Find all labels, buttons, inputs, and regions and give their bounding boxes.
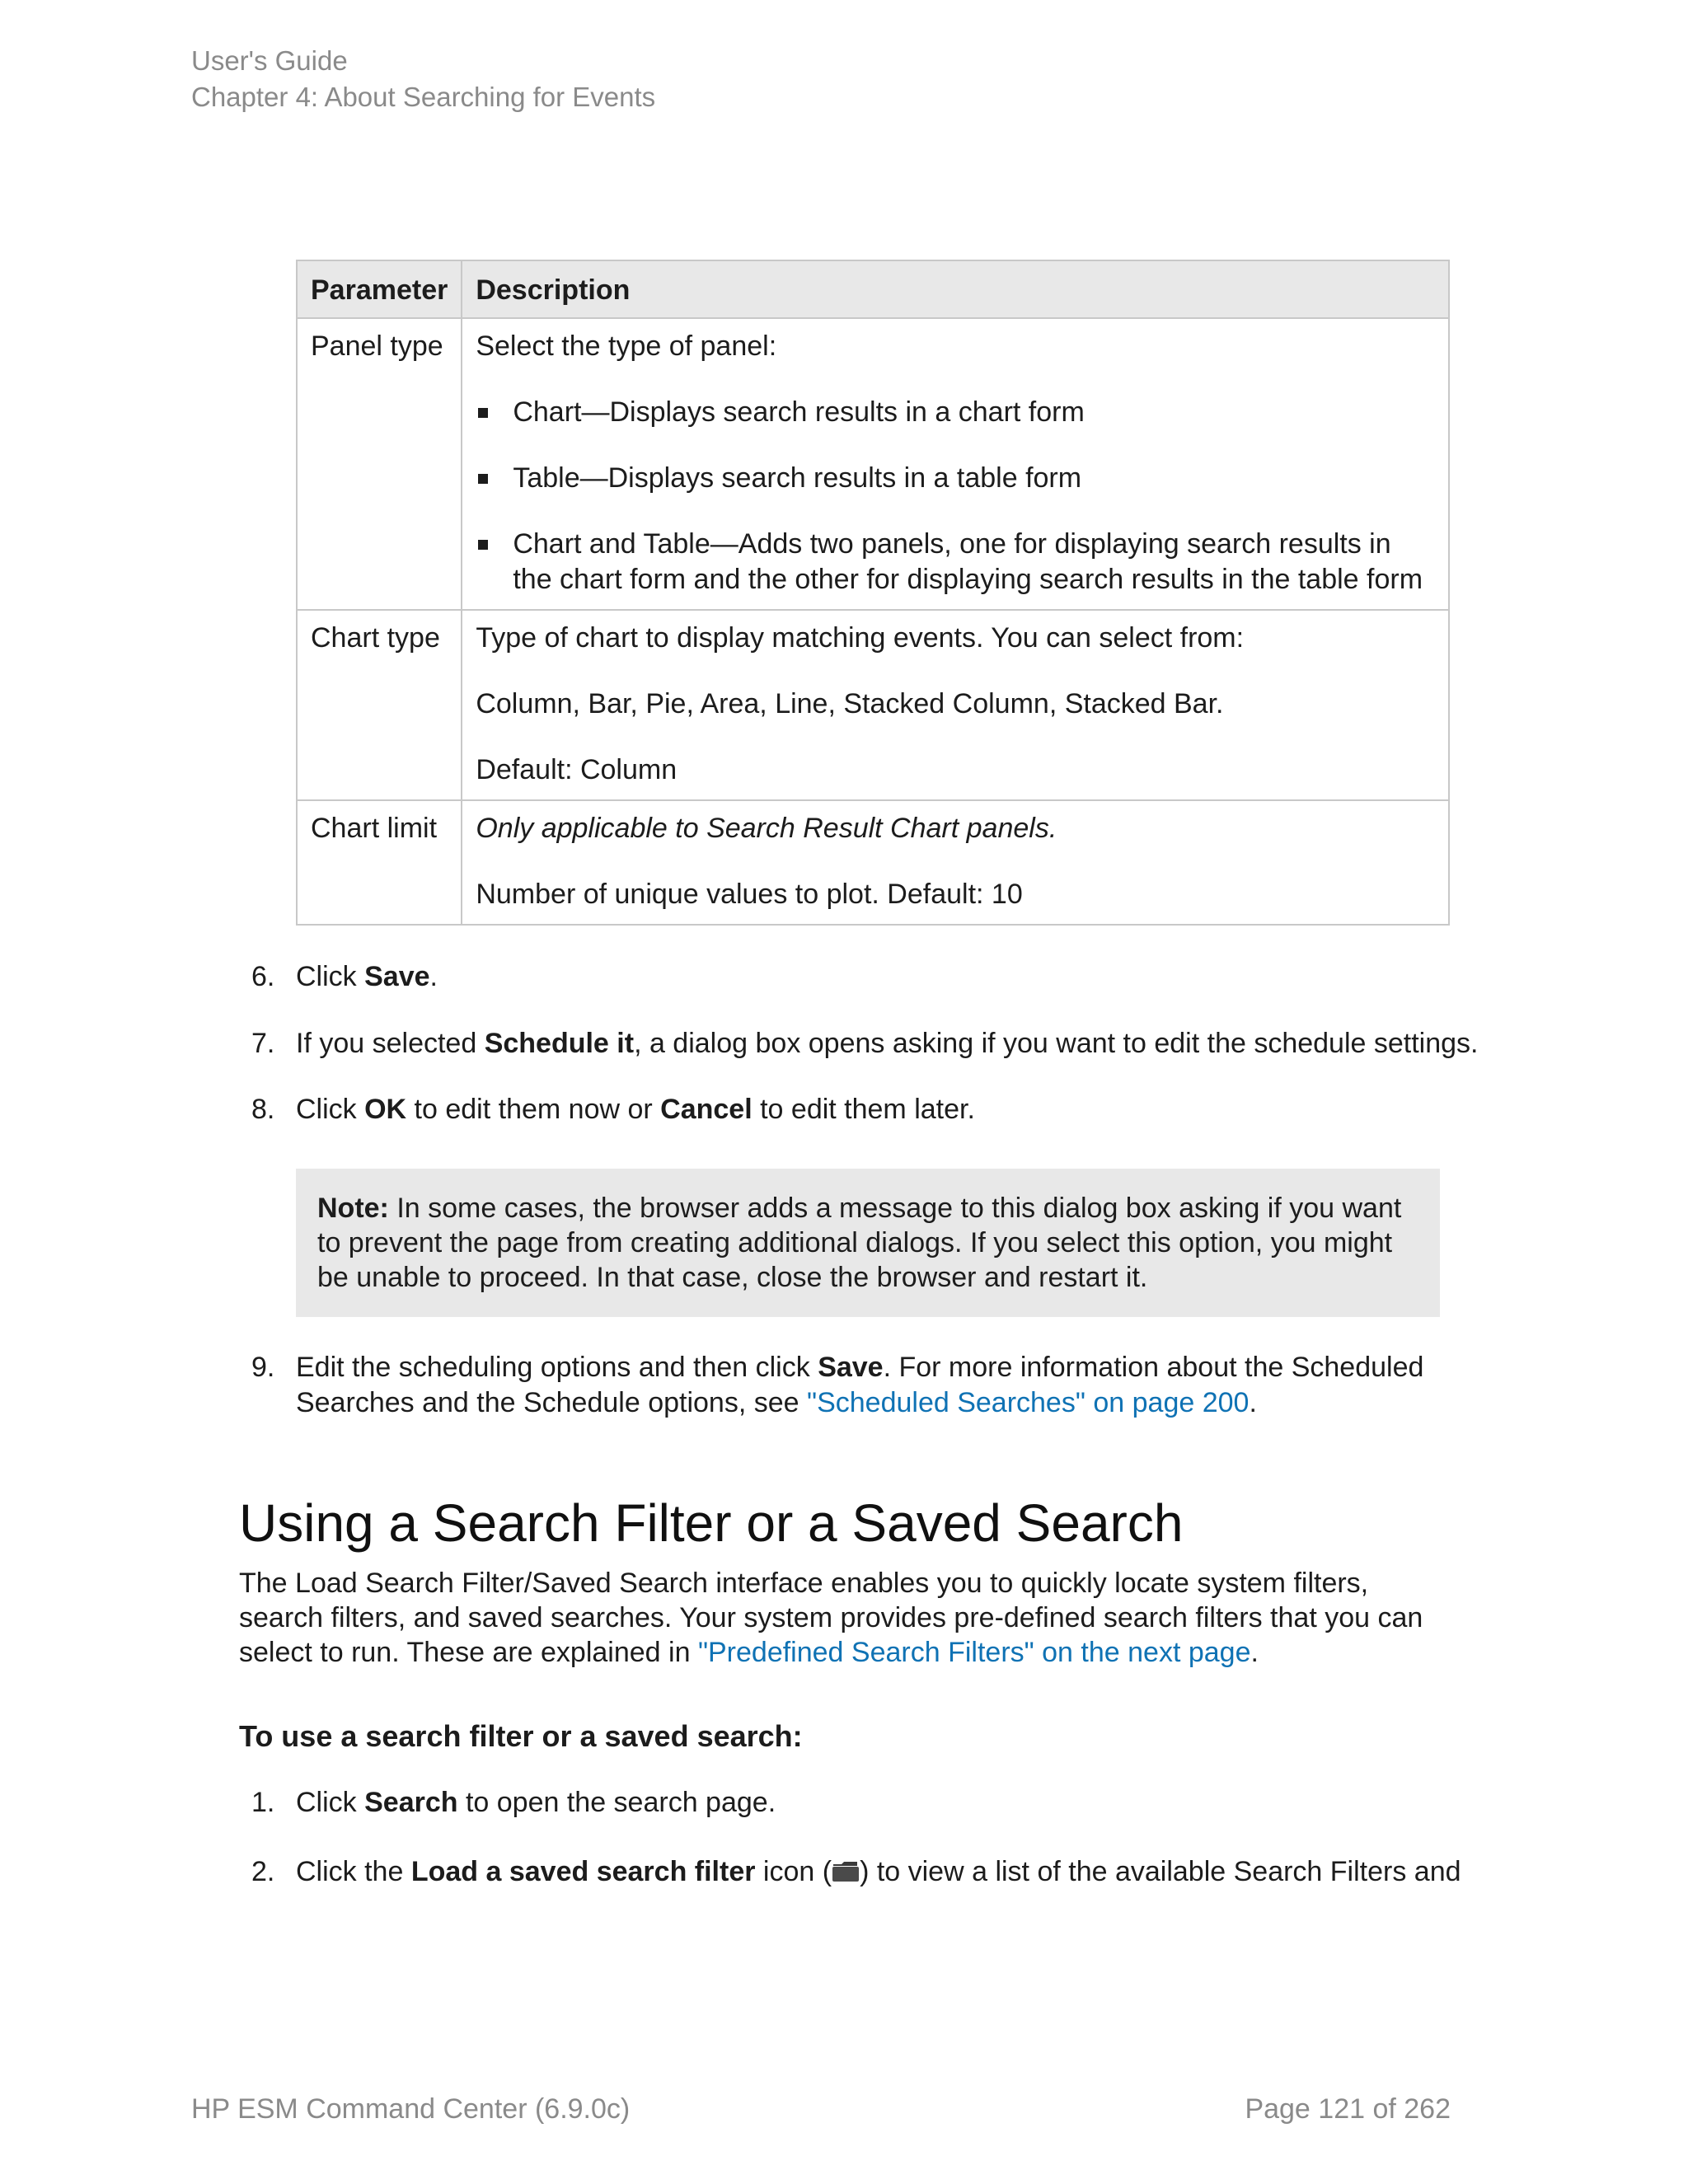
description-text: Number of unique values to plot. Default: 10	[476, 879, 1023, 910]
section-paragraph: The Load Search Filter/Saved Search interface enables you to quickly locate system filters, search filters, and saved searches. Your system provides pre-defined search filters that you can select to run. These are explained in "Predefined Search Filters" on the next page.	[239, 1568, 1423, 1668]
section-heading: Using a Search Filter or a Saved Search	[239, 1493, 1184, 1553]
list-item: Chart—Displays search results in a chart form	[476, 395, 1435, 430]
guide-title: User's Guide	[191, 45, 348, 76]
note-box	[296, 1169, 1440, 1317]
param-description	[462, 800, 1449, 925]
step-number: 2.	[251, 1856, 275, 1887]
step-text: Edit the scheduling options and then click Save. For more information about the Scheduled Searches and the Schedule options, see "Scheduled Searches" on page 200.	[296, 1352, 1424, 1418]
header-description: Description	[462, 260, 1449, 318]
list-item: Table—Displays search results in a table form	[476, 461, 1435, 496]
note-label: Note:	[317, 1193, 389, 1224]
footer-product: HP ESM Command Center (6.9.0c)	[191, 2093, 631, 2125]
step-7	[251, 1026, 1479, 1062]
step-text: Click OK to edit them now or Cancel to edit them later.	[296, 1094, 975, 1125]
table-row	[297, 610, 1449, 800]
table-row	[297, 318, 1449, 610]
footer-page-number: Page 121 of 262	[1245, 2093, 1451, 2125]
list-item: Chart and Table—Adds two panels, one for displaying search results in the chart form and the other for displaying search results in the table form	[476, 527, 1435, 598]
step-9	[251, 1350, 1438, 1421]
step-text: Click the Load a saved search filter icon ( ) to view a list of the available Search Filters and	[296, 1854, 1461, 1891]
step-1	[251, 1785, 776, 1821]
procedure-heading: To use a search filter or a saved search:	[239, 1719, 803, 1753]
step-number: 7.	[251, 1028, 275, 1059]
scheduled-searches-link[interactable]: "Scheduled Searches" on page 200	[807, 1387, 1250, 1418]
step-number: 1.	[251, 1787, 275, 1818]
step-2	[251, 1854, 1461, 1891]
step-number: 8.	[251, 1094, 275, 1125]
header-parameter: Parameter	[297, 260, 462, 318]
chapter-title: Chapter 4: About Searching for Events	[191, 82, 656, 112]
step-number: 9.	[251, 1352, 275, 1383]
predefined-filters-link[interactable]: "Predefined Search Filters" on the next page	[697, 1637, 1251, 1668]
table-row	[297, 800, 1449, 925]
running-header	[191, 43, 655, 115]
param-name: Panel type	[297, 318, 462, 610]
table-header-row	[297, 260, 1449, 318]
step-8	[251, 1092, 975, 1127]
step-text: Click Search to open the search page.	[296, 1787, 776, 1818]
step-text: If you selected Schedule it, a dialog box opens asking if you want to edit the schedule settings.	[296, 1028, 1479, 1059]
note-text: In some cases, the browser adds a message to this dialog box asking if you want to prevent the page from creating additional dialogs. If you select this option, you might be unable to proceed. In that case, close the browser and restart it.	[317, 1193, 1402, 1293]
description-text: Type of chart to display matching events. You can select from:	[476, 622, 1245, 654]
step-6	[251, 959, 438, 995]
step-text: Click Save.	[296, 961, 438, 992]
description-text: Select the type of panel:	[476, 330, 777, 362]
bullet-list	[476, 395, 1435, 598]
step-number: 6.	[251, 961, 275, 992]
param-name: Chart type	[297, 610, 462, 800]
parameters-table	[296, 260, 1450, 926]
param-description	[462, 610, 1449, 800]
description-text: Column, Bar, Pie, Area, Line, Stacked Column, Stacked Bar.	[476, 688, 1224, 719]
folder-icon	[832, 1856, 860, 1891]
param-description	[462, 318, 1449, 610]
description-text: Default: Column	[476, 754, 678, 785]
italic-note: Only applicable to Search Result Chart panels.	[476, 813, 1057, 844]
param-name: Chart limit	[297, 800, 462, 925]
description-text-italic	[476, 811, 1435, 846]
